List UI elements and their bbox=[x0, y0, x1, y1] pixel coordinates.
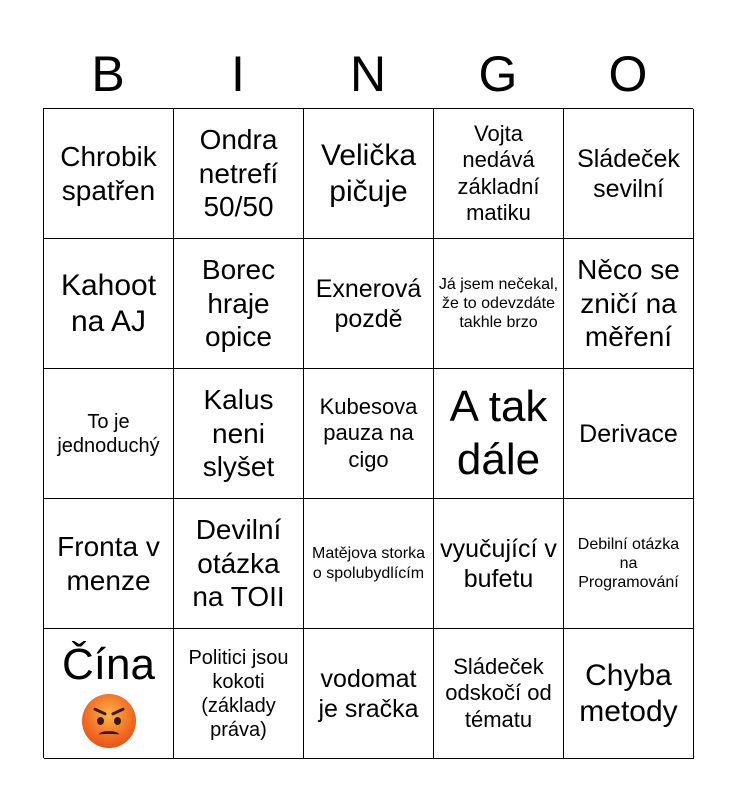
cell-text: Derivace bbox=[579, 419, 678, 448]
bingo-cell[interactable] bbox=[304, 239, 434, 369]
header-letter-o: O bbox=[608, 46, 648, 102]
bingo-cell[interactable] bbox=[564, 369, 694, 499]
cell-text: Čína bbox=[62, 640, 155, 690]
bingo-cell[interactable] bbox=[564, 499, 694, 629]
bingo-cell[interactable] bbox=[174, 109, 304, 239]
bingo-cell[interactable] bbox=[44, 369, 174, 499]
cell-text: Matějova storka o spolubydlícím bbox=[312, 545, 425, 582]
bingo-cell[interactable] bbox=[434, 629, 564, 759]
cell-text: To je jednoduchý bbox=[57, 410, 160, 457]
header-letter-n: N bbox=[349, 46, 387, 102]
bingo-cell[interactable] bbox=[434, 369, 564, 499]
header-letter-g: G bbox=[478, 46, 518, 102]
bingo-cell[interactable] bbox=[44, 629, 174, 759]
angry-face-emoji-icon bbox=[82, 694, 136, 748]
bingo-cell[interactable] bbox=[174, 369, 304, 499]
bingo-cell[interactable] bbox=[564, 629, 694, 759]
cell-text: Chrobik spatřen bbox=[60, 140, 157, 206]
bingo-cell[interactable] bbox=[564, 239, 694, 369]
cell-text: Něco se zničí na měření bbox=[577, 254, 680, 353]
cell-text: Kubesova pauza na cigo bbox=[319, 393, 418, 472]
cell-text: Já jsem nečekal, že to odevzdáte takhle brzo bbox=[438, 275, 559, 332]
cell-text: Fronta v menze bbox=[57, 530, 160, 596]
bingo-board bbox=[43, 108, 693, 758]
cell-text: Sládeček odskočí od tématu bbox=[445, 653, 552, 732]
bingo-cell[interactable] bbox=[434, 109, 564, 239]
cell-text: A tak dále bbox=[449, 381, 548, 484]
bingo-cell[interactable] bbox=[44, 499, 174, 629]
bingo-cell[interactable] bbox=[434, 239, 564, 369]
cell-text: vyučující v bufetu bbox=[440, 534, 557, 593]
cell-text: Politici jsou kokoti (základy práva) bbox=[188, 646, 289, 741]
cell-text: Kalus neni slyšet bbox=[202, 384, 275, 483]
bingo-cell[interactable] bbox=[174, 499, 304, 629]
cell-text: Borec hraje opice bbox=[201, 254, 276, 353]
bingo-cell[interactable] bbox=[304, 629, 434, 759]
bingo-cell[interactable] bbox=[304, 369, 434, 499]
cell-text: Chyba metody bbox=[579, 658, 678, 728]
bingo-cell[interactable] bbox=[434, 499, 564, 629]
bingo-cell[interactable] bbox=[304, 109, 434, 239]
header-letter-b: B bbox=[91, 46, 125, 102]
bingo-cell[interactable] bbox=[44, 109, 174, 239]
cell-text: vodomat je sračka bbox=[318, 664, 419, 723]
bingo-cell[interactable] bbox=[44, 239, 174, 369]
bingo-header bbox=[43, 40, 693, 108]
bingo-cell[interactable] bbox=[304, 499, 434, 629]
header-letter-i: I bbox=[231, 46, 245, 102]
bingo-cell[interactable] bbox=[174, 629, 304, 759]
bingo-cell[interactable] bbox=[564, 109, 694, 239]
cell-text: Exnerová pozdě bbox=[315, 274, 422, 333]
cell-text: Sládeček sevilní bbox=[577, 144, 680, 203]
cell-text: Ondra netrefí 50/50 bbox=[198, 124, 279, 223]
bingo-cell[interactable] bbox=[174, 239, 304, 369]
cell-text: Devilní otázka na TOII bbox=[192, 514, 285, 613]
cell-text: Debilní otázka na Programování bbox=[577, 535, 680, 592]
cell-text: Kahoot na AJ bbox=[60, 268, 157, 338]
cell-text: Vojta nedává základní matiku bbox=[457, 120, 540, 225]
cell-text: Velička pičuje bbox=[320, 138, 417, 208]
